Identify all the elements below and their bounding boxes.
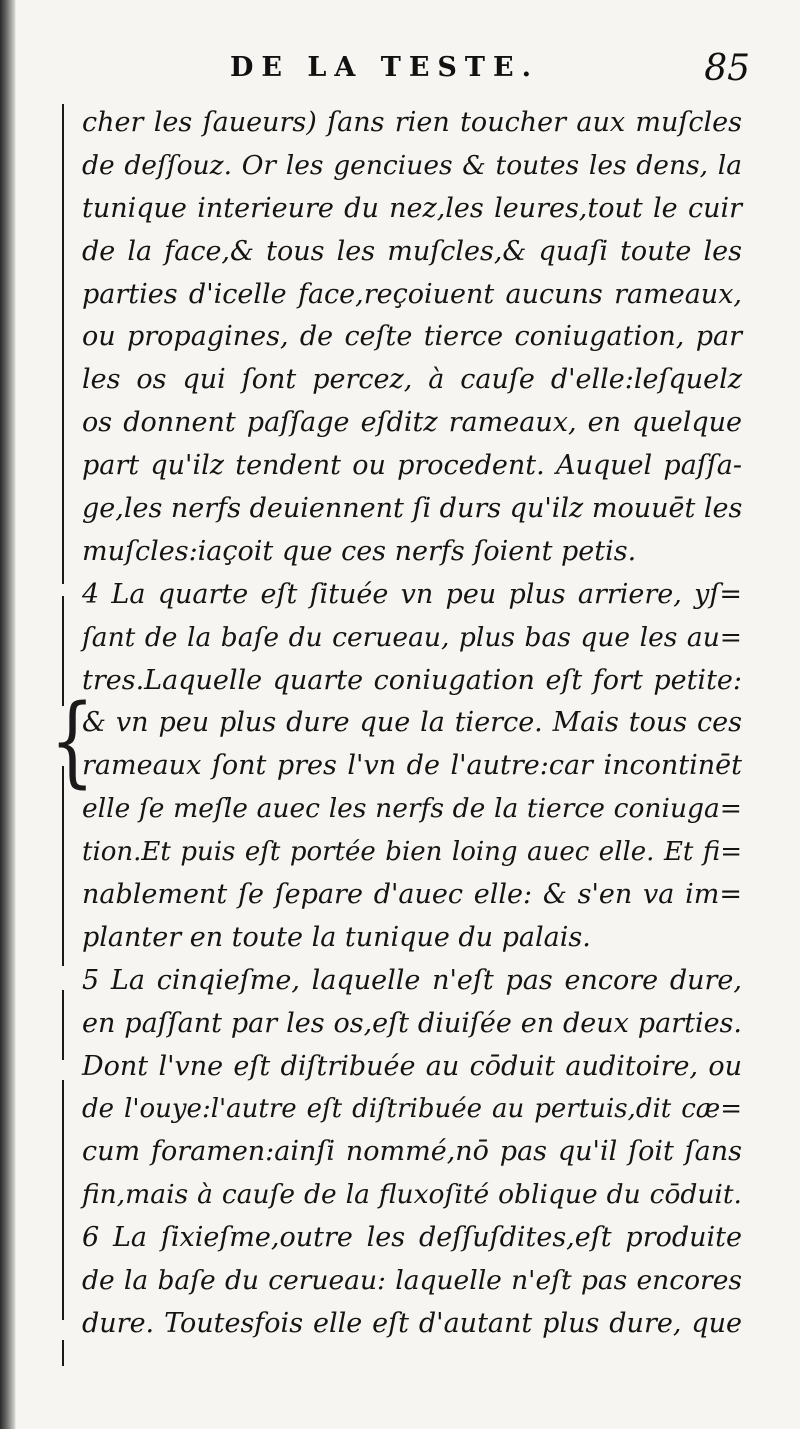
text-line: tunique interieure du nez,les leures,tout le cuir xyxy=(82,192,742,224)
page-header xyxy=(230,48,750,92)
text-line: 5 La cinqieſme, laquelle n'eſt pas encore dure, xyxy=(82,964,742,996)
text-line: Dont l'vne eſt diſtribuée au cōduit auditoire, ou xyxy=(82,1050,742,1082)
binding-shadow xyxy=(0,0,16,1429)
text-line: cum foramen:ainſi nommé,nō pas qu'il ſoit ſans xyxy=(82,1136,742,1168)
text-line: elle ſe meſle auec les nerfs de la tierce coniuga= xyxy=(82,793,742,825)
text-line: 4 La quarte eſt ſituée vn peu plus arriere, yſ= xyxy=(82,578,742,610)
text-line: ge,les nerfs deuiennent ſi durs qu'ilz mouuēt les xyxy=(82,493,743,525)
text-line: cher les ſaueurs) ſans rien toucher aux muſcles xyxy=(82,107,742,138)
text-line: planter en toute la tunique du palais. xyxy=(82,921,591,953)
text-line: part qu'ilz tendent ou procedent. Auquel paſſa- xyxy=(82,450,742,482)
text-line: de la baſe du cerueau: laquelle n'eſt pas encores xyxy=(82,1265,742,1297)
text-line: nablement ſe ſepare d'auec elle: & s'en va im= xyxy=(82,879,742,911)
text-line: fin,mais à cauſe de la fluxoſité oblique du cōduit. xyxy=(82,1179,742,1211)
body-text xyxy=(82,102,742,1346)
text-line: os donnent paſſage eſditz rameaux, en quelque xyxy=(82,407,742,439)
text-line: muſcles:iaçoit que ces nerfs ſoient petis. xyxy=(82,535,637,567)
text-line: les os qui ſont percez, à cauſe d'elle:leſquelz xyxy=(82,364,742,396)
running-head: DE LA TESTE. xyxy=(230,52,539,83)
text-line: ſant de la baſe du cerueau, plus bas que les au= xyxy=(82,621,742,653)
text-line: rameaux ſont pres l'vn de l'autre:car incontinēt xyxy=(82,750,742,782)
text-line: en paſſant par les os,eſt diuiſée en deux parties. xyxy=(82,1007,742,1039)
margin-bracket xyxy=(62,104,64,584)
text-line: & vn peu plus dure que la tierce. Mais tous ces xyxy=(82,707,742,739)
page-number: 85 xyxy=(704,48,750,89)
margin-bracket xyxy=(62,990,64,1060)
margin-brace: { xyxy=(50,683,95,799)
text-line: de la face,& tous les muſcles,& quaſi toute les xyxy=(82,235,742,267)
text-line: tion.Et puis eſt portée bien loing auec elle. Et fi= xyxy=(82,837,742,868)
text-line: 6 La ſixieſme,outre les deſſuſdites,eſt produite xyxy=(82,1222,742,1254)
text-line: de deſſouz. Or les genciues & toutes les dens, la xyxy=(82,149,742,181)
text-line: de l'ouye:l'autre eſt diſtribuée au pertuis,dit cæ= xyxy=(82,1094,742,1125)
margin-bracket xyxy=(62,1080,64,1320)
text-line: ou propagines, de ceſte tierce coniugation, par xyxy=(82,321,742,353)
margin-bracket xyxy=(62,1340,64,1366)
text-line: tres.Laquelle quarte coniugation eſt fort petite: xyxy=(82,664,742,696)
text-line: dure. Toutesfois elle eſt d'autant plus dure, que xyxy=(82,1307,742,1339)
text-line: parties d'icelle face,reçoiuent aucuns rameaux, xyxy=(82,278,742,310)
